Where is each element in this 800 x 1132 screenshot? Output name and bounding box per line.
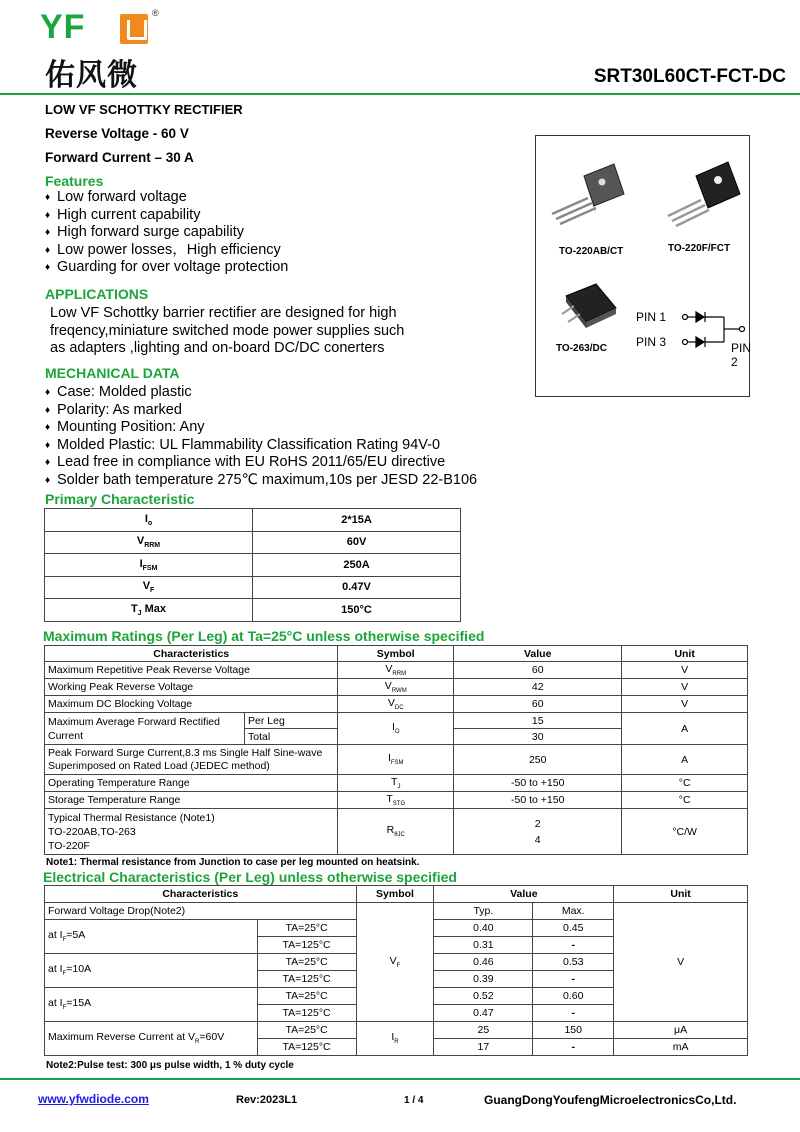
table-row: TA=125°C 0.47 - [45, 1005, 748, 1022]
param-cell: $T_J$ Max [45, 599, 253, 622]
table-row: Forward Voltage Drop(Note2) $V_F$ Typ. Max. V [45, 903, 748, 920]
table-row: Maximum DC Blocking Voltage $V_{DC}$ 60 V [45, 696, 748, 713]
table-row [45, 509, 461, 532]
table-row: Total 30 [45, 729, 748, 745]
package-drawings [536, 136, 752, 396]
table-row: Maximum Reverse Current at $V_R=60V$ TA=25°C $I_R$ 25 150 μA [45, 1022, 748, 1039]
logo-registered-mark: ® [152, 8, 159, 18]
table-row: Typical Thermal Resistance (Note1) TO-220AB,TO-263 TO-220F $R_{\theta JC}$ 2 4 °C/W [45, 809, 748, 855]
table-row [45, 531, 461, 554]
table-row: Maximum Average Forward Rectified Current Per Leg $I_O$ 15 A [45, 713, 748, 729]
table-row: Operating Temperature Range $T_J$ -50 to +150 °C [45, 775, 748, 792]
feature-item: ♦ High current capability [45, 207, 288, 225]
website-link[interactable]: www.yfwdiode.com [38, 1092, 149, 1106]
mechanical-list [45, 384, 477, 490]
company-name: GuangDongYoufengMicroelectronicsCo,Ltd. [484, 1093, 737, 1107]
to263-package-icon [562, 284, 616, 328]
applications-text [50, 305, 404, 358]
features-title: Features [45, 173, 104, 189]
table-row [45, 599, 461, 622]
applications-title: APPLICATIONS [45, 286, 149, 302]
mechanical-item: ♦ Mounting Position: Any [45, 419, 477, 437]
footer-divider [0, 1078, 800, 1080]
mechanical-item: ♦ Solder bath temperature 275℃ maximum,10s per JESD 22-B106 [45, 472, 477, 490]
note2: Note2:Pulse test: 300 μs pulse width, 1 % duty cycle [46, 1060, 294, 1071]
feature-item: ♦ Low power losses，High efficiency [45, 242, 288, 260]
primary-characteristic-table [44, 508, 461, 622]
mechanical-title: MECHANICAL DATA [45, 365, 180, 381]
table-header-row [45, 646, 748, 662]
header-divider [0, 93, 800, 95]
header-symbol: Symbol [338, 646, 454, 662]
pin2-label: PIN 2 [731, 341, 752, 369]
table-row: TA=125°C 17 - mA [45, 1039, 748, 1056]
mechanical-item: ♦ Lead free in compliance with EU RoHS 2011/65/EU directive [45, 454, 477, 472]
table-row: at $I_F=5A$ TA=25°C 0.40 0.45 [45, 920, 748, 937]
mechanical-item: ♦ Molded Plastic: UL Flammability Classification Rating 94V-0 [45, 437, 477, 455]
value-cell: 0.47V [253, 576, 461, 599]
electrical-title: Electrical Characteristics (Per Leg) unless otherwise specified [43, 869, 457, 885]
reverse-voltage-spec: Reverse Voltage - 60 V [45, 126, 189, 141]
mechanical-item: ♦ Polarity: As marked [45, 402, 477, 420]
header-characteristics: Characteristics [45, 886, 357, 903]
param-cell: $V_{RRM}$ [45, 531, 253, 554]
max-ratings-title: Maximum Ratings (Per Leg) at Ta=25°C unless otherwise specified [43, 628, 485, 644]
applications-line: Low VF Schottky barrier rectifier are designed for high [50, 305, 397, 321]
to220f-package-icon [668, 162, 740, 226]
header-value: Value [434, 886, 614, 903]
param-cell: $V_F$ [45, 576, 253, 599]
table-header-row [45, 886, 748, 903]
to220f-label: TO-220F/FCT [668, 243, 731, 254]
electrical-characteristics-table [44, 885, 748, 1056]
note1: Note1: Thermal resistance from Junction to case per leg mounted on heatsink. [46, 857, 420, 868]
pin1-label: PIN 1 [636, 310, 667, 324]
applications-line: freqency,miniature switched mode power supplies such [50, 322, 405, 339]
param-cell: $I_{FSM}$ [45, 554, 253, 577]
value-cell: 2*15A [253, 509, 461, 532]
features-list [45, 189, 288, 277]
logo-mark: YF [40, 8, 86, 46]
table-row: Working Peak Reverse Voltage $V_{RWM}$ 42 V [45, 679, 748, 696]
logo-u-icon [120, 14, 148, 44]
table-row: Maximum Repetitive Peak Reverse Voltage $V_{RRM}$ 60 V [45, 662, 748, 679]
table-row: at $I_F=10A$ TA=25°C 0.46 0.53 [45, 954, 748, 971]
header-unit: Unit [614, 886, 748, 903]
header-characteristics: Characteristics [45, 646, 338, 662]
page-number: 1 / 4 [404, 1095, 424, 1106]
logo-chinese-name: 佑风微 [45, 58, 138, 93]
feature-item: ♦ Guarding for over voltage protection [45, 259, 288, 277]
value-cell: 250A [253, 554, 461, 577]
max-ratings-table [44, 645, 748, 855]
primary-title: Primary Characteristic [45, 491, 195, 507]
table-row: TA=125°C 0.39 - [45, 971, 748, 988]
to220ab-label: TO-220AB/CT [559, 246, 624, 257]
table-row [45, 576, 461, 599]
header-symbol: Symbol [356, 886, 434, 903]
company-logo [40, 8, 160, 93]
feature-item: ♦ High forward surge capability [45, 224, 288, 242]
table-row: Storage Temperature Range $T_{STG}$ -50 to +150 °C [45, 792, 748, 809]
to263-label: TO-263/DC [556, 343, 607, 354]
product-type-title: LOW VF SCHOTTKY RECTIFIER [45, 102, 243, 117]
table-row [45, 554, 461, 577]
forward-current-spec: Forward Current – 30 A [45, 150, 194, 165]
package-outline-box [535, 135, 750, 397]
part-number: SRT30L60CT-FCT-DC [593, 66, 786, 87]
to220ab-package-icon [552, 164, 624, 224]
revision-label: Rev:2023L1 [236, 1094, 298, 1106]
pin3-label: PIN 3 [636, 335, 667, 349]
table-row: at $I_F=15A$ TA=25°C 0.52 0.60 [45, 988, 748, 1005]
param-cell: $I_o$ [45, 509, 253, 532]
table-row: TA=125°C 0.31 - [45, 937, 748, 954]
table-row: Peak Forward Surge Current,8.3 ms Single Half Sine-wave Superimposed on Rated Load (JEDEC method) $I_{FSM}$ 250 A [45, 745, 748, 775]
mechanical-item: ♦ Case: Molded plastic [45, 384, 477, 402]
value-cell: 60V [253, 531, 461, 554]
feature-item: ♦ Low forward voltage [45, 189, 288, 207]
header-unit: Unit [622, 646, 748, 662]
header-value: Value [454, 646, 622, 662]
value-cell: 150°C [253, 599, 461, 622]
applications-line: as adapters ,lighting and on-board DC/DC conerters [50, 340, 385, 356]
